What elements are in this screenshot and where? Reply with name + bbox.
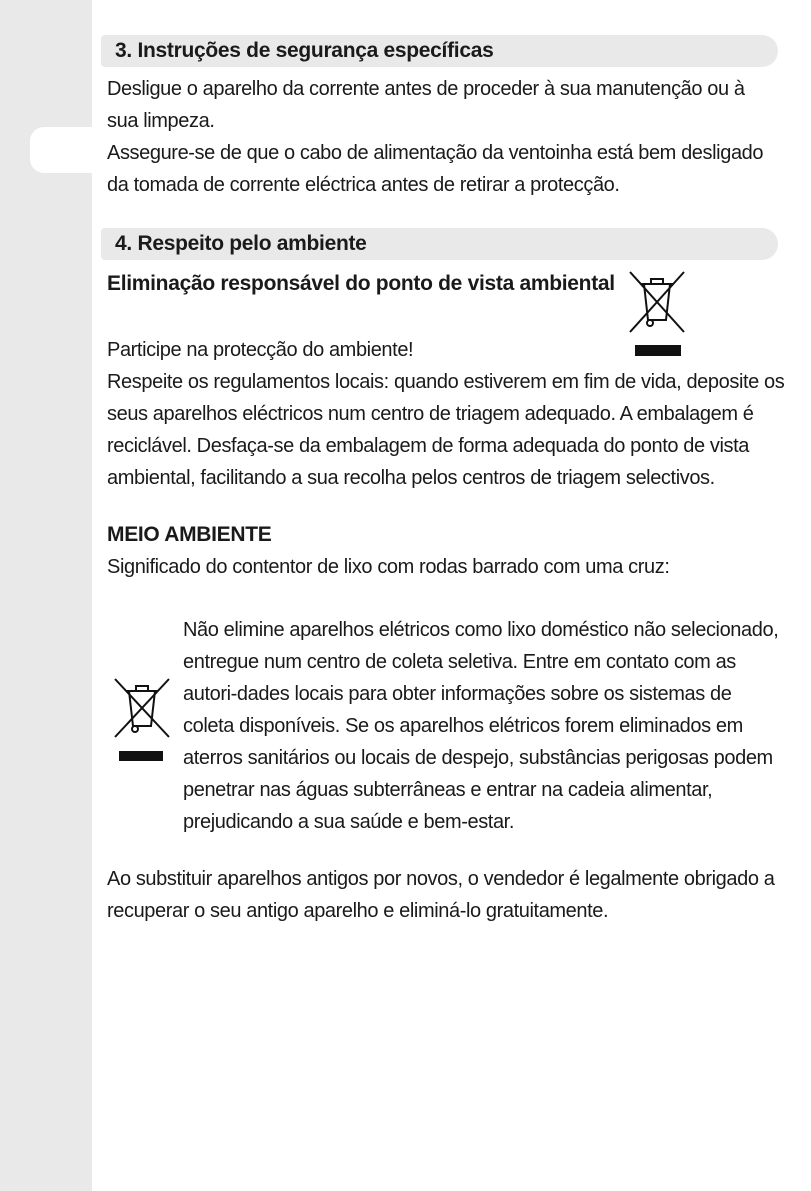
- section-4-header: 4. Respeito pelo ambiente: [101, 228, 778, 260]
- section-3-paragraph-2: Assegure-se de que o cabo de alimentação da ventoinha está bem desligado da tomada de corrente eléctrica antes de retirar a protecção.: [107, 142, 764, 196]
- crossed-out-wheelie-bin-icon: [112, 677, 172, 741]
- weee-underline-bar: [119, 751, 163, 761]
- meio-ambiente-title: MEIO AMBIENTE: [107, 523, 272, 546]
- page-margin-strip: [0, 0, 92, 1191]
- meio-ambiente-intro: Significado do contentor de lixo com rodas barrado com uma cruz:: [107, 556, 670, 578]
- section-3-paragraph-1: Desligue o aparelho da corrente antes de proceder à sua manutenção ou à sua limpeza.: [107, 78, 745, 132]
- section-3-header: 3. Instruções de segurança específicas: [101, 35, 778, 67]
- meio-ambiente-closing: Ao substituir aparelhos antigos por novos, o vendedor é legalmente obrigado a recuperar o seu antigo aparelho e eliminá-lo gratuitamente.: [107, 868, 775, 922]
- section-4-paragraph-1: Participe na protecção do ambiente!: [107, 339, 414, 361]
- section-4-subtitle: Eliminação responsável do ponto de vista ambiental: [107, 272, 615, 295]
- section-4-paragraph-2: Respeite os regulamentos locais: quando estiverem em fim de vida, deposite os seus aparelhos eléctricos num centro de triagem adequado. A embalagem é reciclável. Desfaça-se da embalagem de forma adequada do ponto de vista ambiental, facilitando a sua recolha pelos centros de triagem selectivos.: [107, 371, 785, 489]
- crossed-out-wheelie-bin-icon: [626, 270, 688, 336]
- meio-ambiente-body: Não elimine aparelhos elétricos como lixo doméstico não selecionado, entregue num centro de coleta seletiva. Entre em contato com as autori-dades locais para obter informações sobre os sistemas de coleta disponíveis. Se os aparelhos elétricos forem eliminados em aterros sanitários ou locais de despejo, substâncias perigosas podem penetrar nas águas subterrâneas e entrar na cadeia alimentar, prejudicando a sua saúde e bem-estar.: [183, 619, 779, 833]
- page-tab-marker: [30, 127, 92, 173]
